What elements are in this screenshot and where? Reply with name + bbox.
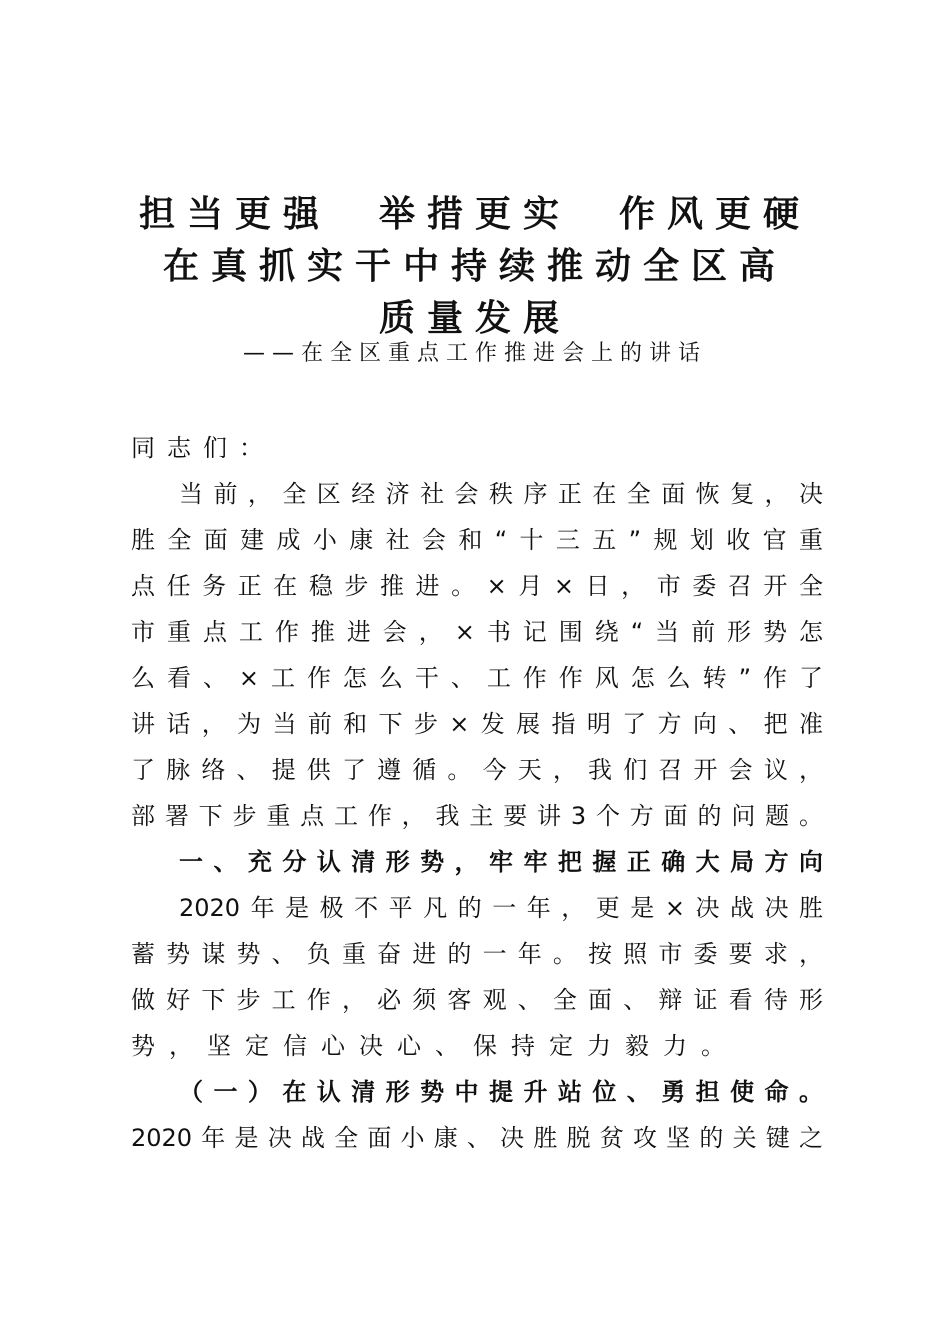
body-line: 讲话，为当前和下步×发展指明了方向、把准 — [131, 710, 823, 738]
body-line: 么看、×工作怎么干、工作作风怎么转”作了 — [131, 664, 823, 692]
subsection-heading-1: （一）在认清形势中提升站位、勇担使命。 — [179, 1078, 823, 1106]
title-line-1: 担当更强 举措更实 作风更硬 — [138, 193, 811, 235]
body-line: 2020年是极不平凡的一年，更是×决战决胜 — [179, 894, 823, 922]
body-line: 胜全面建成小康社会和“十三五”规划收官重 — [131, 526, 823, 554]
title-line-3: 质量发展 — [378, 297, 571, 339]
body-line: 点任务正在稳步推进。×月×日，市委召开全 — [131, 572, 823, 600]
document-subtitle: ——在全区重点工作推进会上的讲话 — [242, 341, 707, 366]
body-line: 做好下步工作，必须客观、全面、辩证看待形 — [131, 986, 823, 1014]
body-line: 2020年是决战全面小康、决胜脱贫攻坚的关键之 — [131, 1124, 823, 1152]
section-heading-1: 一、充分认清形势，牢牢把握正确大局方向 — [179, 848, 823, 876]
body-line: 蓄势谋势、负重奋进的一年。按照市委要求， — [131, 940, 823, 968]
salutation: 同志们： — [131, 434, 275, 462]
body-line: 了脉络、提供了遵循。今天，我们召开会议， — [131, 756, 823, 784]
title-line-2: 在真抓实干中持续推动全区高 — [162, 245, 787, 287]
body-line: 市重点工作推进会，×书记围绕“当前形势怎 — [131, 618, 823, 646]
document-body — [131, 425, 823, 1161]
body-line: 部署下步重点工作，我主要讲3个方面的问题。 — [131, 802, 823, 830]
document-title — [120, 188, 830, 344]
body-line: 当前，全区经济社会秩序正在全面恢复，决 — [179, 480, 823, 508]
body-line: 势，坚定信心决心、保持定力毅力。 — [131, 1032, 739, 1060]
